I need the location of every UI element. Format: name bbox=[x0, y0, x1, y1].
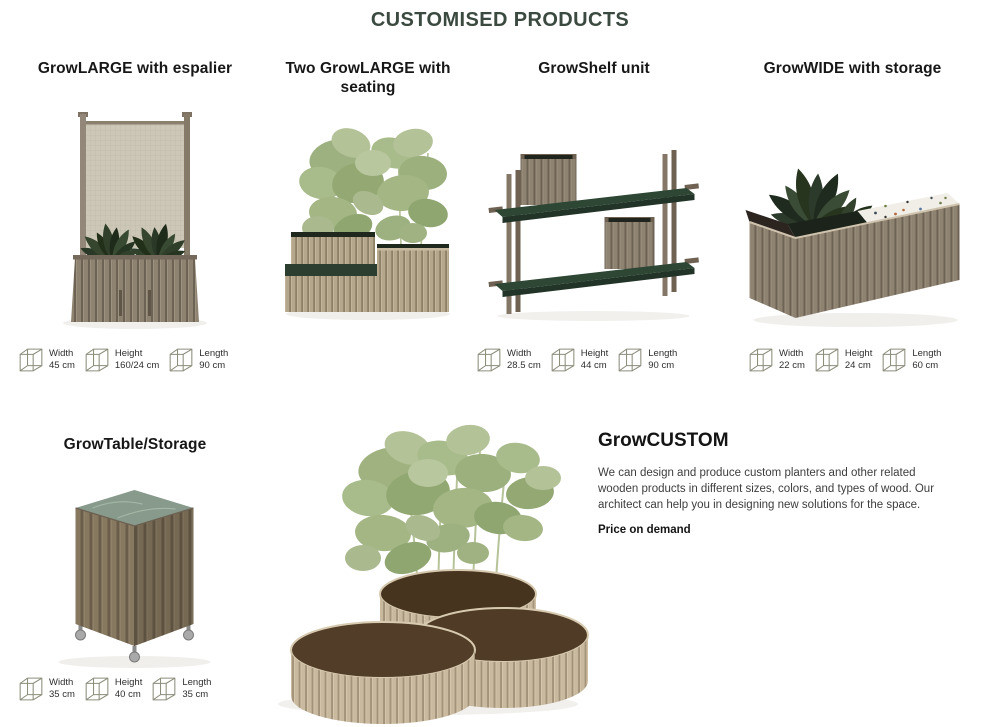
dimension-box-icon bbox=[84, 347, 110, 373]
dimension-row bbox=[748, 347, 941, 373]
dimension-label: Width bbox=[49, 347, 74, 359]
dimension-text bbox=[49, 677, 75, 702]
product-card-growlarge-espalier bbox=[12, 60, 258, 390]
dimension-label: Width bbox=[779, 347, 804, 359]
product-image-growwide bbox=[735, 110, 970, 332]
dimension-text bbox=[507, 348, 541, 373]
product-title: GrowShelf unit bbox=[538, 60, 650, 77]
page-title: CUSTOMISED PRODUCTS bbox=[370, 9, 630, 31]
product-card-growwide bbox=[740, 60, 965, 390]
dimension-label: Length bbox=[912, 347, 942, 359]
dimension-text bbox=[912, 348, 941, 373]
product-card-two-growlarge-seating bbox=[262, 60, 474, 390]
dimension-value: 24 cm bbox=[844, 360, 871, 371]
dimension-box-icon bbox=[748, 347, 774, 373]
dimension-item bbox=[881, 347, 941, 373]
product-title: Two GrowLARGE with seating bbox=[285, 60, 451, 96]
dimension-text bbox=[182, 677, 211, 702]
dimension-label: Length bbox=[182, 676, 212, 688]
dimension-box-icon bbox=[550, 347, 576, 373]
dimension-text bbox=[581, 348, 608, 373]
dimension-value: 28.5 cm bbox=[507, 360, 541, 371]
dimension-box-icon bbox=[881, 347, 907, 373]
product-image-two-growlarge-seating bbox=[273, 98, 463, 323]
dimension-item bbox=[18, 347, 75, 373]
bamboo-foliage bbox=[340, 422, 561, 580]
dimension-text bbox=[115, 677, 142, 702]
dimension-item bbox=[84, 347, 159, 373]
dimension-text bbox=[648, 348, 677, 373]
dimension-value: 44 cm bbox=[580, 360, 607, 371]
dimension-row bbox=[18, 347, 228, 373]
dimension-text bbox=[845, 348, 872, 373]
dimension-text bbox=[779, 348, 805, 373]
dimension-label: Height bbox=[114, 676, 143, 688]
dimension-label: Height bbox=[844, 347, 873, 359]
product-image-growshelf bbox=[487, 132, 702, 324]
dimension-label: Height bbox=[114, 347, 143, 359]
dimension-row bbox=[18, 676, 211, 702]
product-image-growcustom bbox=[268, 398, 603, 727]
product-image-growtable bbox=[48, 476, 223, 671]
dimension-value: 40 cm bbox=[114, 689, 141, 700]
product-description: We can design and produce custom planters and other related wooden products in different sizes, colors, and types of wood. Our architect can help you in designing new solutions for the space. bbox=[598, 467, 935, 512]
dimension-box-icon bbox=[18, 347, 44, 373]
dimension-label: Length bbox=[199, 347, 229, 359]
dimension-item bbox=[151, 676, 211, 702]
dimension-value: 60 cm bbox=[912, 360, 939, 371]
dimension-label: Height bbox=[580, 347, 609, 359]
product-card-growcustom bbox=[598, 430, 948, 536]
product-title: GrowLARGE with espalier bbox=[37, 60, 233, 77]
product-card-growshelf bbox=[474, 60, 714, 390]
product-image-growlarge-espalier bbox=[55, 110, 215, 332]
dimension-label: Width bbox=[507, 347, 532, 359]
dimension-value: 45 cm bbox=[49, 360, 75, 371]
bamboo-foliage bbox=[297, 123, 451, 247]
product-title: GrowCUSTOM bbox=[598, 430, 729, 451]
dimension-label: Width bbox=[49, 676, 74, 688]
dimension-box-icon bbox=[18, 676, 44, 702]
dimension-item bbox=[168, 347, 228, 373]
product-title: GrowTable/Storage bbox=[63, 436, 207, 453]
dimension-text bbox=[115, 348, 159, 373]
dimension-item bbox=[84, 676, 142, 702]
product-card-growtable bbox=[12, 436, 258, 726]
product-title: GrowWIDE with storage bbox=[763, 60, 942, 77]
dimension-value: 22 cm bbox=[779, 360, 805, 371]
price-note: Price on demand bbox=[598, 524, 691, 537]
dimension-box-icon bbox=[168, 347, 194, 373]
dimension-value: 90 cm bbox=[648, 360, 675, 371]
dimension-label: Length bbox=[648, 347, 678, 359]
dimension-value: 90 cm bbox=[199, 360, 226, 371]
dimension-box-icon bbox=[151, 676, 177, 702]
dimension-row bbox=[476, 347, 677, 373]
dimension-value: 35 cm bbox=[49, 689, 75, 700]
dimension-box-icon bbox=[84, 676, 110, 702]
dimension-value: 35 cm bbox=[182, 689, 209, 700]
dimension-item bbox=[814, 347, 872, 373]
dimension-text bbox=[49, 348, 75, 373]
dimension-item bbox=[18, 676, 75, 702]
dimension-item bbox=[550, 347, 608, 373]
dimension-item bbox=[748, 347, 805, 373]
dimension-box-icon bbox=[617, 347, 643, 373]
dimension-text bbox=[199, 348, 228, 373]
dimension-item bbox=[476, 347, 541, 373]
dimension-value: 160/24 cm bbox=[114, 360, 160, 371]
dimension-box-icon bbox=[476, 347, 502, 373]
dimension-item bbox=[617, 347, 677, 373]
dimension-box-icon bbox=[814, 347, 840, 373]
